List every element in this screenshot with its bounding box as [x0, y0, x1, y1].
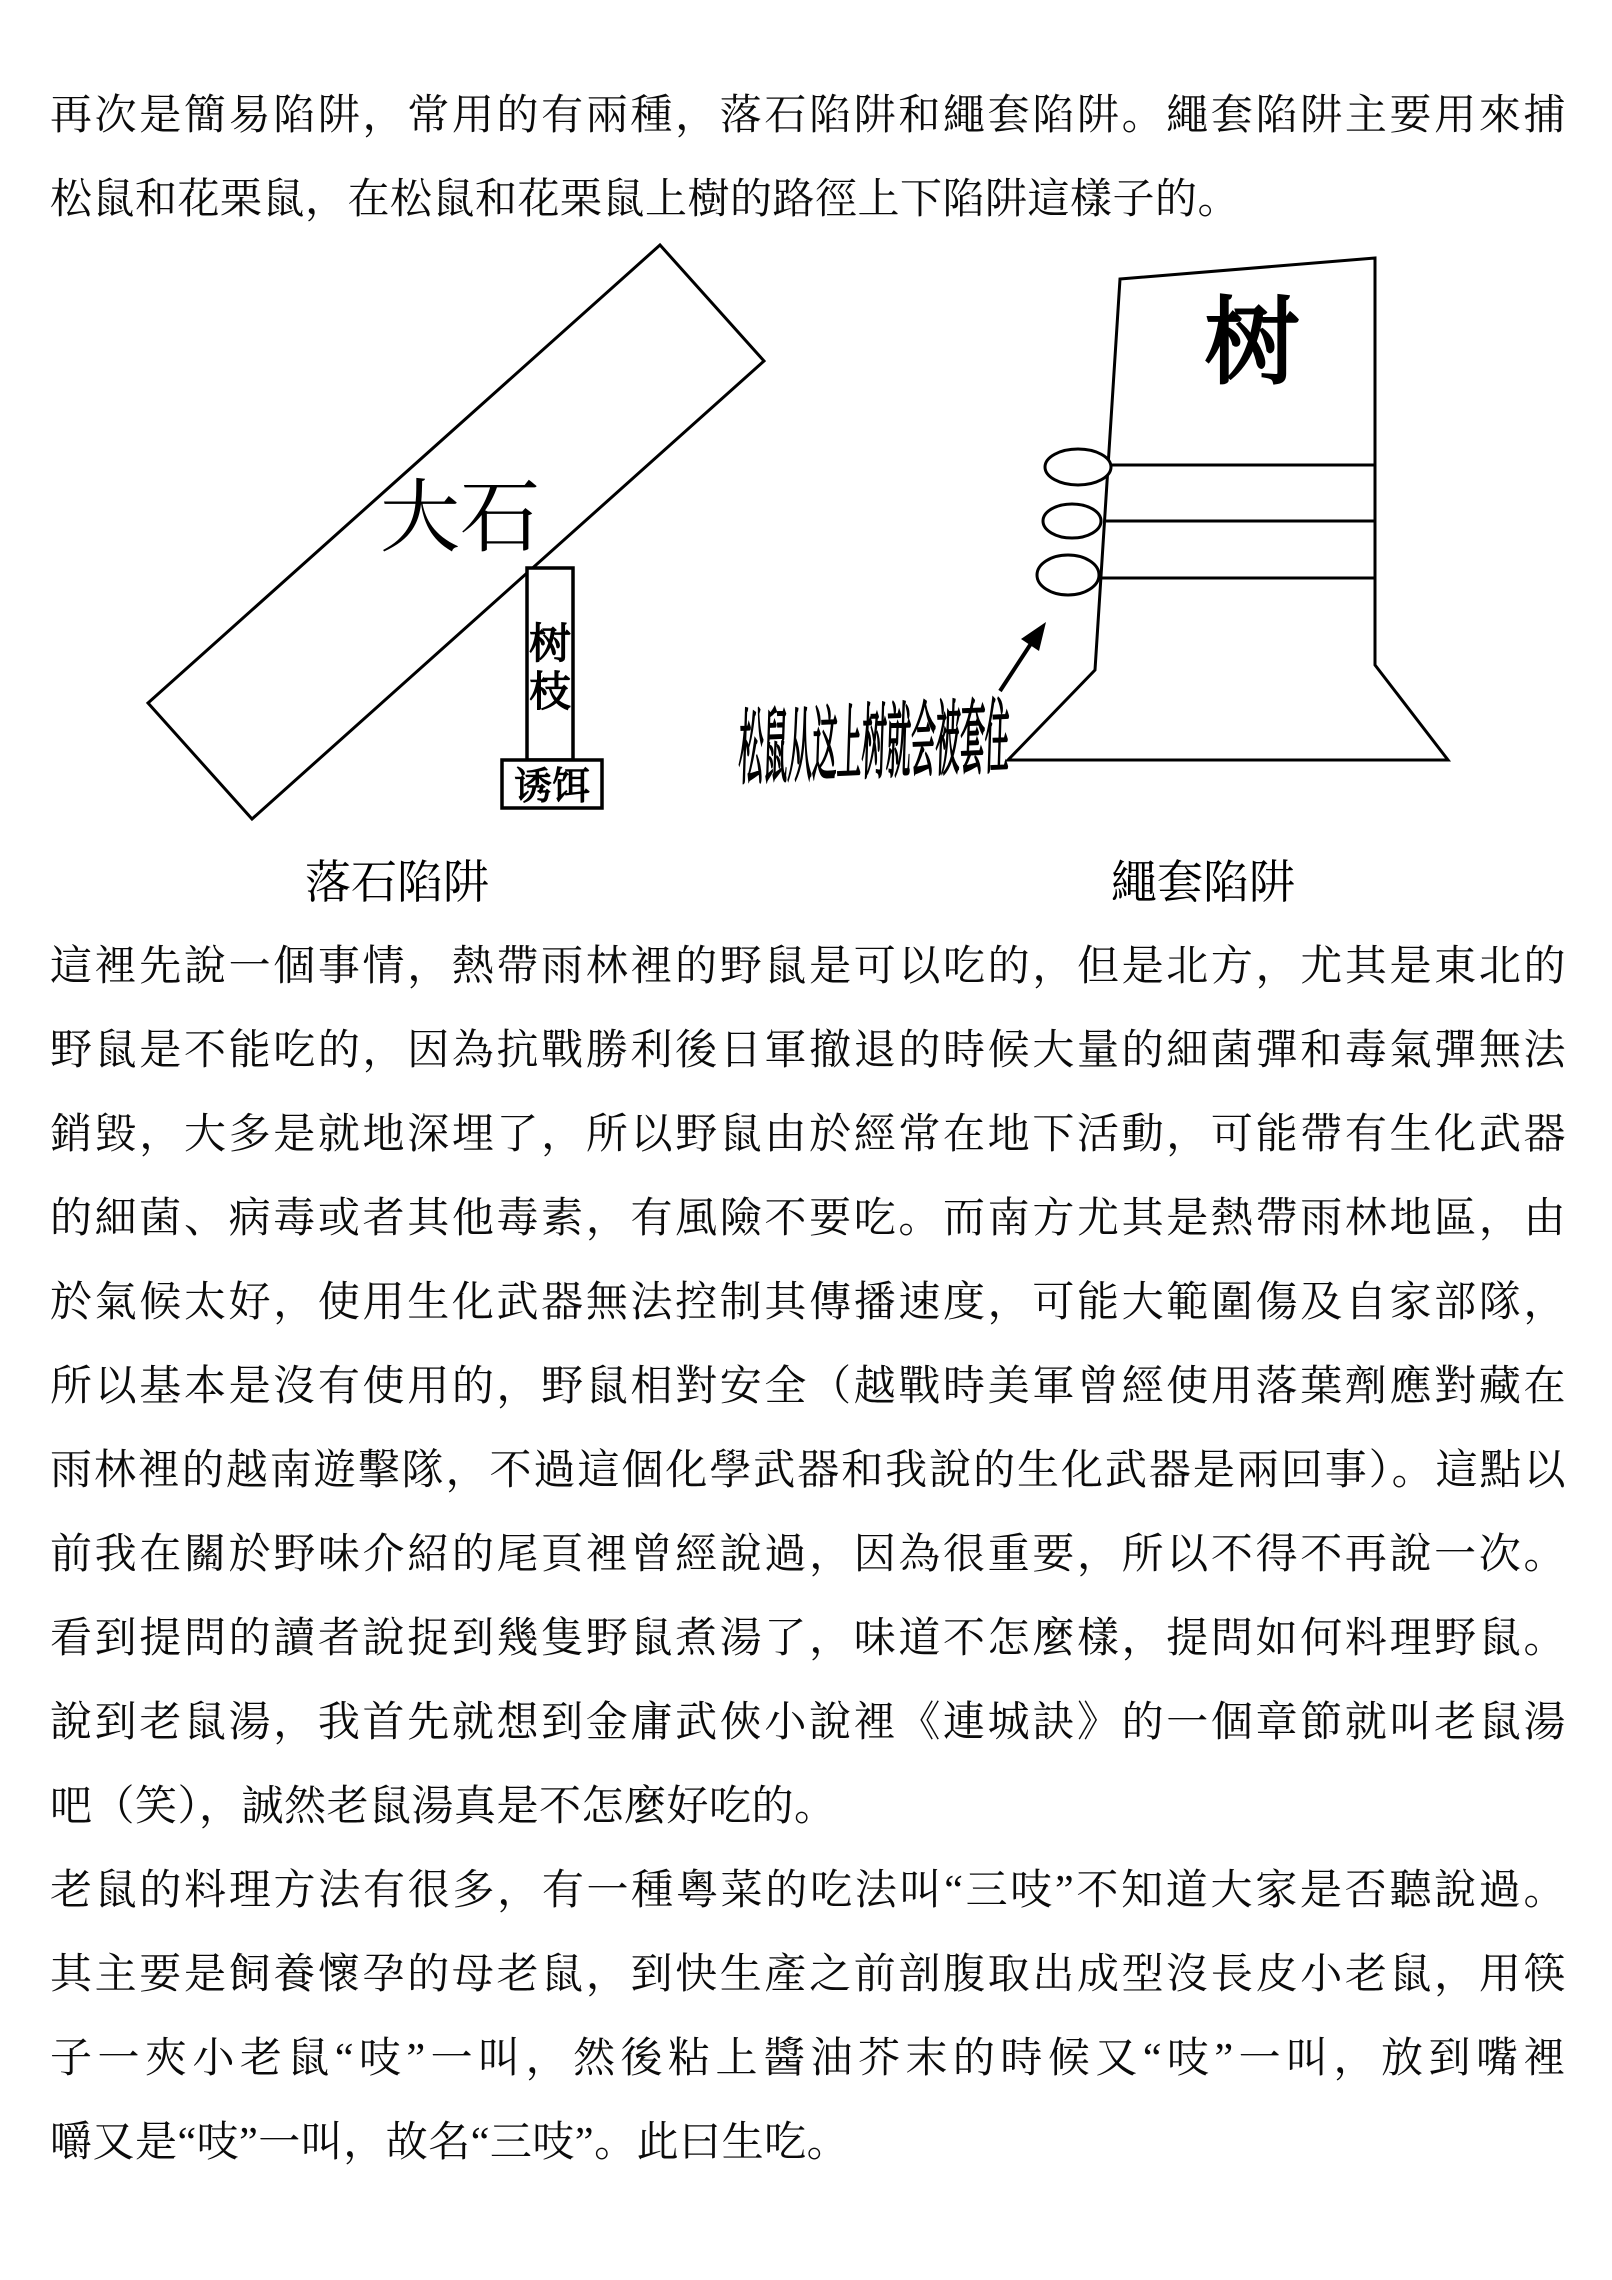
body-line-12: 老鼠的料理方法有很多，有一種粵菜的吃法叫“三吱”不知道大家是否聽說過。: [50, 1868, 1566, 1914]
snare-note: 松鼠从这上树就会被套住: [737, 693, 1011, 796]
tree-label: 树: [1204, 290, 1300, 396]
body-line-7: 雨林裡的越南遊擊隊，不過這個化學武器和我說的生化武器是兩回事）。這點以: [50, 1448, 1566, 1494]
body-line-10: 說到老鼠湯，我首先就想到金庸武俠小說裡《連城訣》的一個章節就叫老鼠湯: [50, 1700, 1566, 1746]
body-paragraphs: [50, 925, 1566, 2185]
body-line-5: 於氣候太好，使用生化武器無法控制其傳播速度，可能大範圍傷及自家部隊，: [50, 1280, 1566, 1326]
body-line-14: 子一夾小老鼠“吱”一叫，然後粘上醬油芥末的時候又“吱”一叫，放到嘴裡: [50, 2036, 1566, 2082]
body-line-8: 前我在關於野味介紹的尾頁裡曾經說過，因為很重要，所以不得不再說一次。: [50, 1532, 1566, 1578]
intro-line-2: 松鼠和花栗鼠，在松鼠和花栗鼠上樹的路徑上下陷阱這樣子的。: [50, 177, 1241, 223]
snare-loop-2: [1043, 504, 1101, 538]
body-line-3: 銷毀，大多是就地深埋了，所以野鼠由於經常在地下活動，可能帶有生化武器: [50, 1112, 1566, 1158]
snare-trap-diagram: [737, 258, 1448, 908]
falling-rock-trap-diagram: [148, 245, 764, 908]
body-line-6: 所以基本是沒有使用的，野鼠相對安全（越戰時美軍曾經使用落葉劑應對藏在: [50, 1364, 1566, 1410]
bait-label: 诱饵: [513, 766, 591, 808]
stick-label-char-2: 枝: [528, 670, 572, 716]
body-line-9: 看到提問的讀者說捉到幾隻野鼠煮湯了，味道不怎麼樣，提問如何料理野鼠。: [50, 1616, 1566, 1662]
pointer-arrow-head: [1021, 622, 1046, 651]
intro-line-1: 再次是簡易陷阱，常用的有兩種，落石陷阱和繩套陷阱。繩套陷阱主要用來捕: [50, 93, 1566, 139]
pointer-arrow-line: [1000, 639, 1034, 691]
body-line-15: 嚼又是“吱”一叫，故名“三吱”。此曰生吃。: [50, 2120, 850, 2166]
body-line-2: 野鼠是不能吃的，因為抗戰勝利後日軍撤退的時候大量的細菌彈和毒氣彈無法: [50, 1028, 1566, 1074]
intro-paragraph: [50, 74, 1566, 242]
rock-label: 大石: [380, 475, 540, 563]
snare-caption: 繩套陷阱: [1111, 857, 1295, 908]
body-line-4: 的細菌、病毒或者其他毒素，有風險不要吃。而南方尤其是熱帶雨林地區，由: [50, 1196, 1566, 1242]
body-line-1: 這裡先說一個事情，熱帶雨林裡的野鼠是可以吃的，但是北方，尤其是東北的: [50, 944, 1566, 990]
body-line-11: 吧（笑），誠然老鼠湯真是不怎麼好吃的。: [50, 1784, 837, 1830]
snare-loop-1: [1045, 449, 1111, 485]
stick-label-char-1: 树: [528, 622, 572, 668]
falling-rock-caption: 落石陷阱: [305, 857, 489, 908]
snare-loop-3: [1037, 555, 1099, 595]
trap-diagrams: [0, 230, 1612, 936]
body-line-13: 其主要是飼養懷孕的母老鼠，到快生產之前剖腹取出成型沒長皮小老鼠，用筷: [50, 1952, 1566, 1998]
